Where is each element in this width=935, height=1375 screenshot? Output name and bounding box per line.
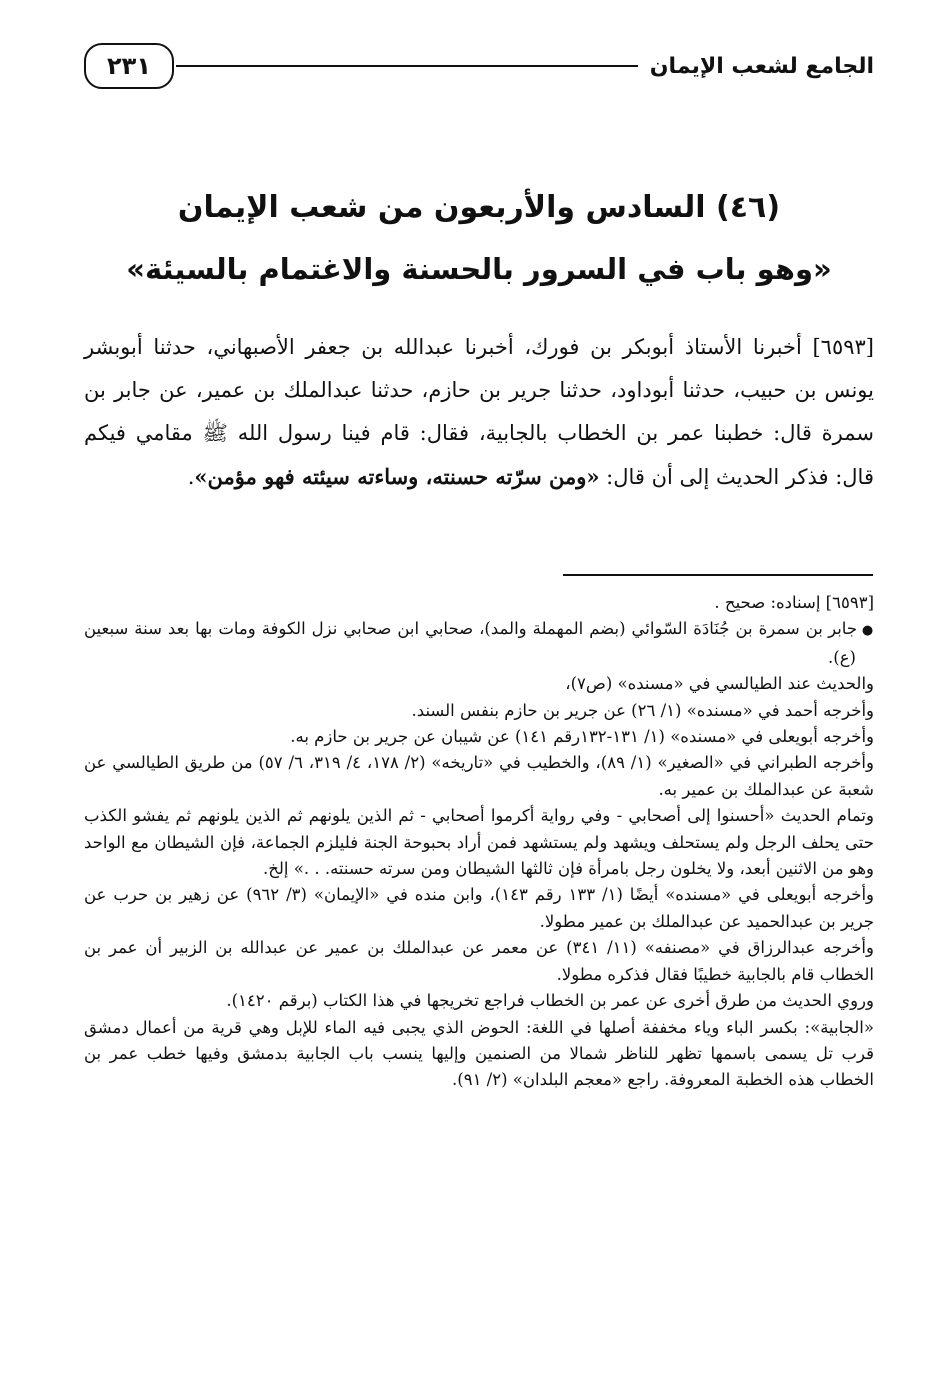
footnote-line: وأخرجه أبويعلى في «مسنده» (١/ ١٣١-١٣٢رقم ١٤١) عن شيبان عن جرير بن حازم به.	[290, 727, 874, 747]
hadith-end: .	[187, 465, 195, 489]
chapter-title: (٤٦) السادس والأربعون من شعب الإيمان	[177, 190, 781, 225]
hadith-text	[84, 326, 874, 499]
footnote-narrator: ● جابر بن سمرة بن جُنَادَة السّوائي (بضم المهملة والمد)، صحابي ابن صحابي نزل الكوفة ومات بها بعد سنة سبعين (ع).	[84, 616, 874, 671]
footnote-line: وأخرجه أحمد في «مسنده» (١/ ٢٦) عن جرير بن حازم بنفس السند.	[411, 700, 874, 720]
book-title: الجامع لشعب الإيمان	[649, 53, 874, 79]
hadith-matn: «ومن سرّته حسنته، وساءته سيئته فهو مؤمن»	[194, 464, 600, 489]
chapter-subtitle: «وهو باب في السرور بالحسنة والاغتمام بالسيئة»	[126, 252, 832, 286]
footnote-line: وأخرجه أبويعلى في «مسنده» أيضًا (١/ ١٣٣ رقم ١٤٣)، وابن منده في «الإيمان» (٣/ ٩٦٢) عن زهير بن حرب عن جرير بن عبدالحميد عن عبدالملك بن عمير مطولا.	[84, 885, 875, 931]
footnote-line: وأخرجه الطبراني في «الصغير» (١/ ٨٩)، والخطيب في «تاريخه» (٢/ ١٧٨، ٤/ ٣١٩، ٦/ ٥٧) من طريق الطيالسي عن شعبة عن عبدالملك بن عمير به.	[84, 753, 874, 799]
page-number: ٢٣١	[84, 43, 174, 89]
footnote-line: وتمام الحديث «أحسنوا إلى أصحابي - وفي رواية أكرموا أصحابي - ثم الذين يلونهم ثم الذين يلونهم ثم يفشو الكذب حتى يحلف الرجل ولم يستحلف ويشهد ولم يستشهد فمن أراد بحبوحة الجنة فليلزم الجماعة، فإن الشيطان مع الواحد وهو من الاثنين أبعد، ولا يخلون رجل بامرأة فإن ثالثها الشيطان ومن سرته حسنته. . .» إلخ.	[84, 806, 874, 879]
footnote-line: والحديث عند الطيالسي في «مسنده» (ص٧)،	[565, 674, 874, 694]
footnotes	[84, 590, 874, 1094]
footnote-separator	[563, 574, 873, 576]
footnote-definition: «الجابية»: بكسر الباء وياء مخففة أصلها في اللغة: الحوض الذي يجبى فيه الماء للإبل وهي قرية من أعمال دمشق قرب تل يسمى باسمها تظهر للناظر شمالا من الصنمين وإليها ينسب باب الجابية بدمشق وفيها خطب عمر بن الخطاب هذه الخطبة المعروفة. راجع «معجم البلدان» (٢/ ٩١).	[84, 1017, 874, 1090]
footnote-grade: [٦٥٩٣] إسناده: صحيح .	[714, 593, 874, 612]
running-header	[84, 38, 874, 94]
footnote-line: وروي الحديث من طرق أخرى عن عمر بن الخطاب فراجع تخريجها في هذا الكتاب (برقم ١٤٢٠).	[226, 991, 874, 1011]
footnote-line: وأخرجه عبدالرزاق في «مصنفه» (١١/ ٣٤١) عن معمر عن عبدالملك بن عمير عن عبدالله بن الزبير أن عمر بن الخطاب قام بالجابية خطيبًا فقال فذكره مطولا.	[84, 938, 874, 984]
header-rule	[176, 65, 638, 67]
hadith-isnad: [٦٥٩٣] أخبرنا الأستاذ أبوبكر بن فورك، أخبرنا عبدالله بن جعفر الأصبهاني، حدثنا أبوبشر يونس بن حبيب، حدثنا أبوداود، حدثنا جرير بن حازم، حدثنا عبدالملك بن عمير، عن جابر بن سمرة قال: خطبنا عمر بن الخطاب بالجابية، فقال: قام فينا رسول الله ﷺ مقامي فيكم قال: فذكر الحديث إلى أن قال:	[84, 335, 875, 489]
